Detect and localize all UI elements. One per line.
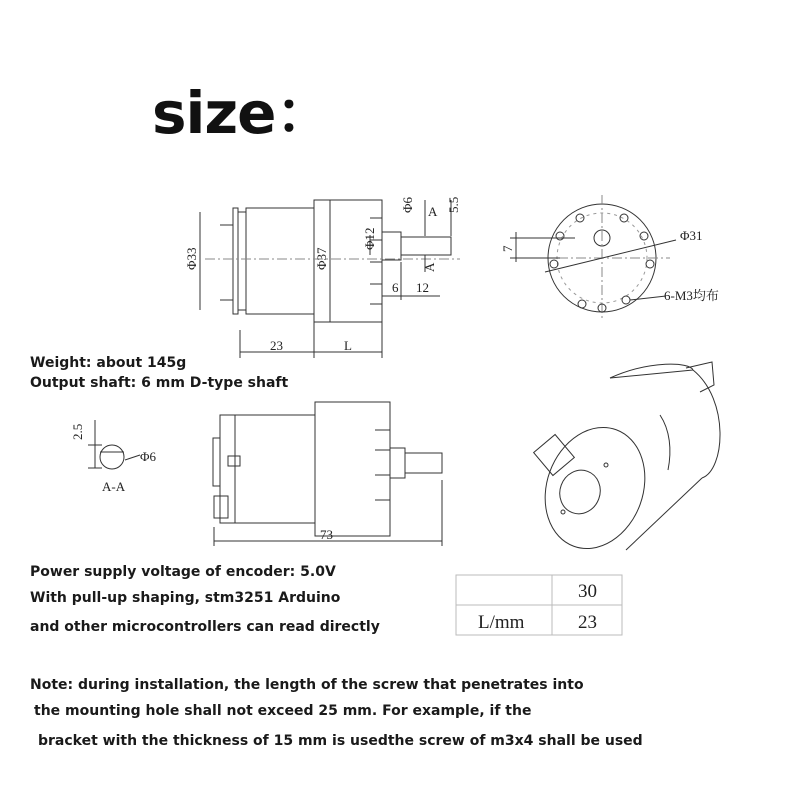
- dim-5-5: 5.5: [446, 196, 461, 213]
- dim-L: L: [344, 338, 352, 353]
- dim-d33: Φ33: [184, 247, 199, 270]
- dim-d12: Φ12: [362, 227, 377, 250]
- section-a-a: [88, 420, 140, 469]
- section-label: A-A: [102, 479, 126, 494]
- dim-12: 12: [416, 280, 429, 295]
- dim-d37: Φ37: [314, 247, 329, 270]
- motor-side-view-lower: [213, 402, 442, 546]
- motor-isometric-view: [529, 362, 720, 563]
- note-line2: the mounting hole shall not exceed 25 mm. For example, if the: [34, 703, 532, 719]
- table-row2-label: L/mm: [478, 612, 525, 633]
- dim-73: 73: [320, 527, 333, 542]
- dim-a-bottom: A: [422, 262, 437, 272]
- dim-d6: Φ6: [400, 196, 415, 213]
- encoder-voltage-text: Power supply voltage of encoder: 5.0V: [30, 564, 336, 580]
- dim-6: 6: [392, 280, 399, 295]
- shaping-text-line2: and other microcontrollers can read directly: [30, 619, 380, 635]
- motor-end-view: [510, 195, 676, 320]
- weight-text: Weight: about 145g: [30, 355, 187, 371]
- note-line1: Note: during installation, the length of the screw that penetrates into: [30, 677, 584, 693]
- page-title: size：: [152, 79, 333, 147]
- dim-holes: 6-M3均布: [664, 288, 719, 303]
- output-shaft-text: Output shaft: 6 mm D-type shaft: [30, 375, 289, 391]
- motor-side-view: [200, 200, 460, 358]
- note-line3: bracket with the thickness of 15 mm is usedthe screw of m3x4 shall be used: [38, 733, 643, 749]
- dim-7: 7: [500, 245, 515, 252]
- table-row2-value: 23: [578, 612, 597, 633]
- dim-a-top: A: [428, 204, 438, 219]
- dim-23: 23: [270, 338, 283, 353]
- dim-d31: Φ31: [680, 228, 703, 243]
- shaping-text-line1: With pull-up shaping, stm3251 Arduino: [30, 590, 341, 606]
- dim-aa-2-5: 2.5: [70, 423, 85, 440]
- table-row1-value: 30: [578, 581, 597, 602]
- dim-aa-d6: Φ6: [140, 449, 157, 464]
